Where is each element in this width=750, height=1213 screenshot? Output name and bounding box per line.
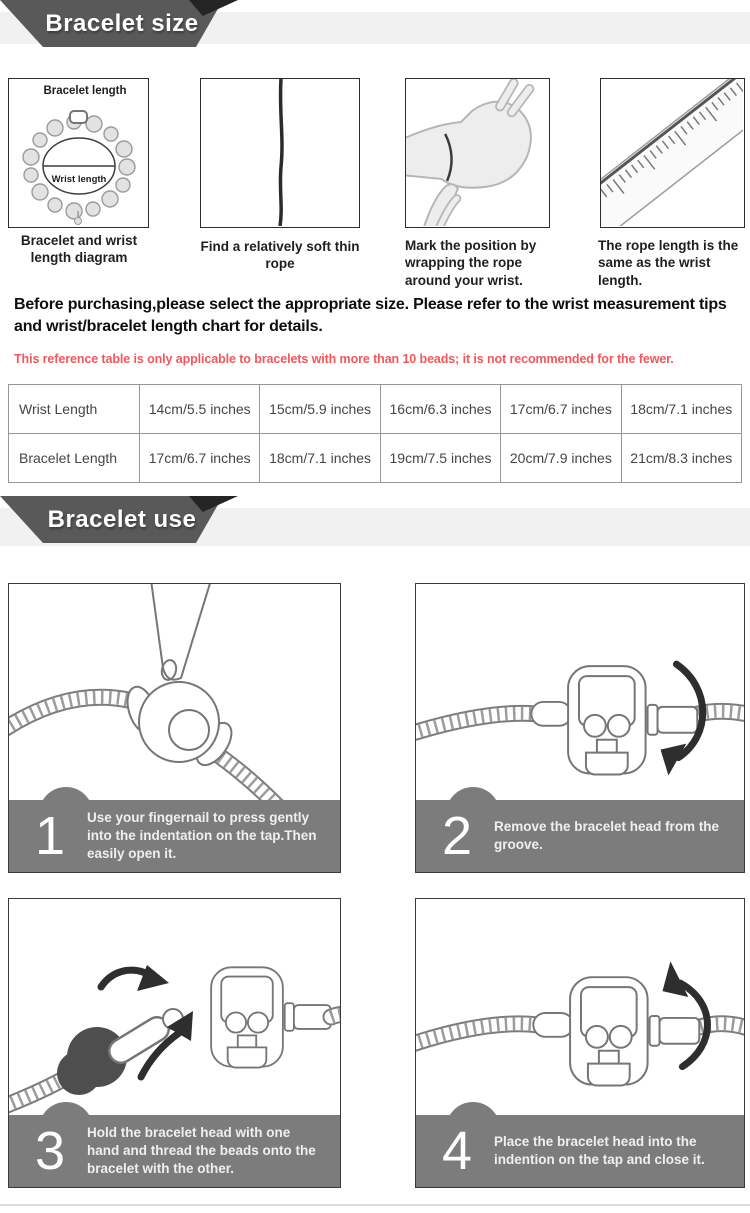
step-3-illustration bbox=[9, 899, 340, 1115]
caption-ruler: The rope length is the same as the wrist length. bbox=[598, 238, 739, 288]
table-row-bracelet bbox=[9, 434, 742, 483]
step-number: 2 bbox=[441, 806, 473, 866]
bracelet-size-cell: 17cm/6.7 inches bbox=[140, 434, 260, 483]
reference-table-warning: This reference table is only applicable to bracelets with more than 10 beads; it is not recommended for the fewer. bbox=[14, 352, 674, 366]
size-selection-note: Before purchasing,please select the appropriate size. Please refer to the wrist measurement tips and wrist/bracelet length chart for details. bbox=[14, 296, 727, 336]
bracelet-size-banner bbox=[0, 0, 245, 47]
rope-drawing bbox=[201, 79, 358, 226]
step-2-caption-bar bbox=[416, 800, 744, 872]
wrist-wrap-image bbox=[405, 78, 550, 228]
rope-image bbox=[200, 78, 360, 228]
bracelet-length-label: Bracelet length bbox=[43, 85, 127, 97]
step-number: 1 bbox=[34, 806, 66, 866]
ruler-drawing bbox=[601, 79, 743, 226]
wrist-size-cell: 15cm/5.9 inches bbox=[260, 385, 380, 434]
caption-wrap: Mark the position by wrapping the rope around your wrist. bbox=[405, 238, 537, 288]
wrist-size-cell: 16cm/6.3 inches bbox=[380, 385, 500, 434]
step-text: Remove the bracelet head from the groove. bbox=[494, 819, 720, 852]
step-4-illustration bbox=[416, 899, 744, 1115]
step-number: 3 bbox=[34, 1121, 66, 1181]
bracelet-size-cell: 18cm/7.1 inches bbox=[260, 434, 380, 483]
step-text: Use your fingernail to press gently into the indentation on the tap.Then easily open it. bbox=[87, 810, 317, 861]
bracelet-use-title: Bracelet use bbox=[47, 505, 197, 533]
wrist-length-label: Wrist length bbox=[51, 174, 107, 185]
table-row-wrist bbox=[9, 385, 742, 434]
wrist-size-cell: 17cm/6.7 inches bbox=[501, 385, 621, 434]
bracelet-use-banner bbox=[0, 496, 245, 543]
step-3-caption-bar bbox=[9, 1115, 340, 1187]
bracelet-diagram-image bbox=[8, 78, 149, 228]
wrist-size-cell: 14cm/5.5 inches bbox=[140, 385, 260, 434]
caption-diagram: Bracelet and wrist length diagram bbox=[20, 233, 138, 266]
caption-rope: Find a relatively soft thin rope bbox=[200, 239, 360, 272]
size-chart-table bbox=[8, 384, 742, 483]
hand-drawing bbox=[406, 79, 548, 226]
bracelet-diagram-drawing bbox=[9, 79, 147, 226]
bottom-divider bbox=[0, 1204, 750, 1206]
wrist-size-cell: 18cm/7.1 inches bbox=[621, 385, 741, 434]
step-4-panel bbox=[415, 898, 745, 1188]
step-2-panel bbox=[415, 583, 745, 873]
ruler-image bbox=[600, 78, 745, 228]
step-text: Hold the bracelet head with one hand and thread the beads onto the bracelet with the other. bbox=[87, 1125, 316, 1176]
step-3-panel bbox=[8, 898, 341, 1188]
step-1-illustration bbox=[9, 584, 340, 800]
bracelet-length-row-label: Bracelet Length bbox=[9, 434, 140, 483]
step-2-illustration bbox=[416, 584, 744, 800]
step-number: 4 bbox=[441, 1121, 473, 1181]
step-4-caption-bar bbox=[416, 1115, 744, 1187]
step-1-caption-bar bbox=[9, 800, 340, 872]
step-text: Place the bracelet head into the indention on the tap and close it. bbox=[494, 1134, 705, 1167]
wrist-length-row-label: Wrist Length bbox=[9, 385, 140, 434]
bracelet-size-cell: 19cm/7.5 inches bbox=[380, 434, 500, 483]
bracelet-size-cell: 20cm/7.9 inches bbox=[501, 434, 621, 483]
bracelet-size-cell: 21cm/8.3 inches bbox=[621, 434, 741, 483]
step-1-panel bbox=[8, 583, 341, 873]
bracelet-size-title: Bracelet size bbox=[45, 9, 199, 37]
